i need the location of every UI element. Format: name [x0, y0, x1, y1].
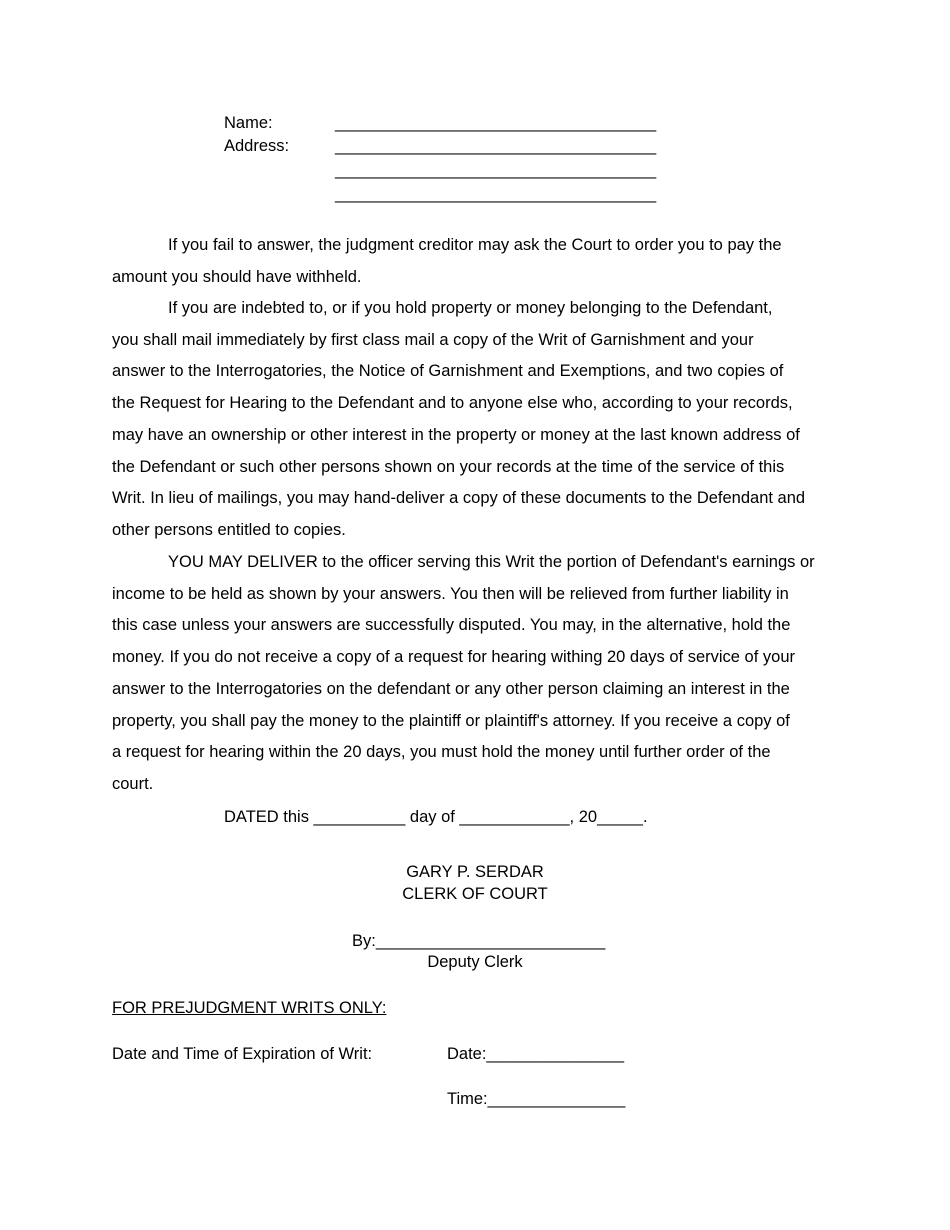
paragraph-line: If you fail to answer, the judgment creditor may ask the Court to order you to pay the	[168, 236, 782, 254]
paragraph-fail-to-answer	[112, 230, 838, 293]
paragraph-you-may-deliver	[112, 547, 838, 801]
expiration-time-field[interactable]: Time:_______________	[447, 1090, 626, 1108]
dated-line[interactable]: DATED this __________ day of ____________, 20_____.	[224, 808, 648, 826]
clerk-title: CLERK OF COURT	[402, 885, 548, 903]
paragraph-line: If you are indebted to, or if you hold property or money belonging to the Defendant,	[168, 299, 773, 317]
clerk-name: GARY P. SERDAR	[406, 863, 544, 881]
prejudgment-heading: FOR PREJUDGMENT WRITS ONLY:	[112, 999, 387, 1017]
paragraph-line: the Request for Hearing to the Defendant and to anyone else who, according to your records,	[112, 394, 793, 413]
paragraph-line: income to be held as shown by your answers. You then will be relieved from further liability in	[112, 584, 789, 603]
address-label: Address:	[224, 137, 290, 155]
paragraph-line: the Defendant or such other persons shown on your records at the time of the service of this	[112, 457, 785, 476]
address-line-1[interactable]: ___________________________________	[335, 137, 657, 155]
paragraph-line: may have an ownership or other interest in the property or money at the last known address of	[112, 425, 800, 444]
paragraph-line: court.	[112, 774, 154, 793]
paragraph-line: money. If you do not receive a copy of a request for hearing withing 20 days of service of your	[112, 648, 795, 667]
paragraph-line: you shall mail immediately by first class mail a copy of the Writ of Garnishment and your	[112, 330, 754, 349]
paragraph-line: this case unless your answers are successfully disputed. You may, in the alternative, hold the	[112, 616, 791, 635]
by-signature-line[interactable]: By:_________________________	[352, 932, 606, 950]
paragraph-line: answer to the Interrogatories, the Notice of Garnishment and Exemptions, and two copies of	[112, 362, 784, 381]
address-line-3[interactable]: ___________________________________	[335, 185, 657, 203]
expiration-date-field[interactable]: Date:_______________	[447, 1045, 625, 1063]
name-line[interactable]: ___________________________________	[335, 114, 657, 132]
paragraph-line: YOU MAY DELIVER to the officer serving this Writ the portion of Defendant's earnings or	[168, 553, 815, 571]
paragraph-line: a request for hearing within the 20 days, you must hold the money until further order of the	[112, 743, 771, 762]
address-line-2[interactable]: ___________________________________	[335, 161, 657, 179]
paragraph-line: amount you should have withheld.	[112, 267, 362, 286]
paragraph-line: Writ. In lieu of mailings, you may hand-deliver a copy of these documents to the Defendant and	[112, 489, 806, 508]
paragraph-line: property, you shall pay the money to the plaintiff or plaintiff's attorney. If you receive a copy of	[112, 711, 790, 730]
paragraph-line: answer to the Interrogatories on the defendant or any other person claiming an interest in the	[112, 679, 790, 698]
name-label: Name:	[224, 114, 273, 132]
expiration-label: Date and Time of Expiration of Writ:	[112, 1045, 373, 1063]
paragraph-indebted	[112, 293, 838, 547]
deputy-clerk-label: Deputy Clerk	[427, 953, 523, 971]
paragraph-line: other persons entitled to copies.	[112, 520, 346, 539]
